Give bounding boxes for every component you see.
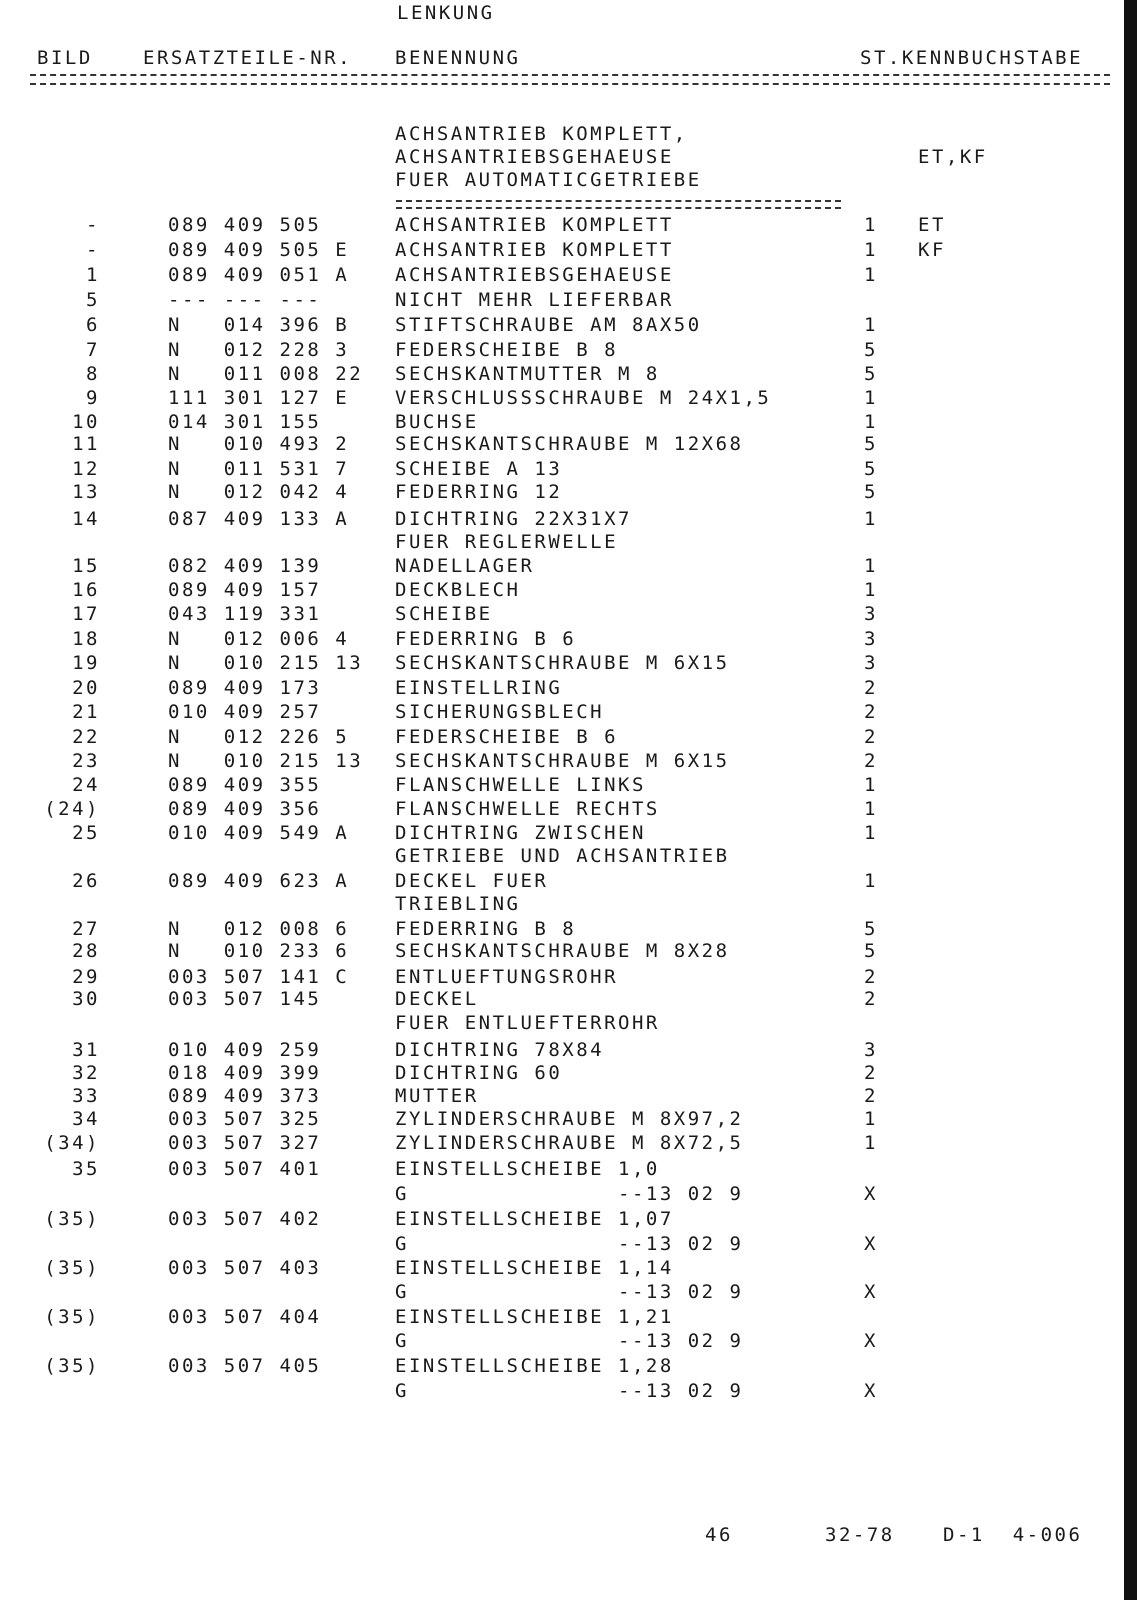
row-quantity: 5 bbox=[864, 458, 878, 480]
row-description: FEDERRING B 6 bbox=[395, 628, 577, 650]
row-part-number: N 010 233 6 bbox=[168, 940, 350, 962]
group-title-code: ET,KF bbox=[918, 146, 988, 168]
row-description: FLANSCHWELLE LINKS bbox=[395, 774, 646, 796]
row-description: NICHT MEHR LIEFERBAR bbox=[395, 289, 674, 311]
row-description: VERSCHLUSSSCHRAUBE M 24X1,5 bbox=[395, 387, 772, 409]
row-quantity: 1 bbox=[864, 579, 878, 601]
row-part-number: 089 409 505 bbox=[168, 214, 322, 236]
row-quantity: 3 bbox=[864, 628, 878, 650]
row-part-number: N 011 008 22 bbox=[168, 363, 364, 385]
row-bild: (24) bbox=[44, 798, 100, 820]
row-bild: 24 bbox=[72, 774, 100, 796]
row-description: DICHTRING 60 bbox=[395, 1062, 563, 1084]
row-part-number: 089 409 505 E bbox=[168, 239, 350, 261]
row-part-number: 003 507 403 bbox=[168, 1257, 322, 1279]
row-description: FLANSCHWELLE RECHTS bbox=[395, 798, 660, 820]
row-quantity: 1 bbox=[864, 1132, 878, 1154]
column-header-st-kenn: ST.KENNBUCHSTABE bbox=[860, 47, 1084, 69]
row-bild: 11 bbox=[72, 433, 100, 455]
row-bild: 31 bbox=[72, 1039, 100, 1061]
row-description: DECKEL bbox=[395, 988, 479, 1010]
row-description: G --13 02 9 bbox=[395, 1330, 744, 1352]
row-bild: 34 bbox=[72, 1108, 100, 1130]
row-quantity: 2 bbox=[864, 726, 878, 748]
row-bild: (35) bbox=[44, 1306, 100, 1328]
column-header-benennung: BENENNUNG bbox=[395, 47, 521, 69]
row-bild: 32 bbox=[72, 1062, 100, 1084]
row-bild: 18 bbox=[72, 628, 100, 650]
section-title: LENKUNG bbox=[397, 2, 495, 24]
row-code: KF bbox=[918, 239, 946, 261]
row-description: NADELLAGER bbox=[395, 555, 535, 577]
group-title-line3: FUER AUTOMATICGETRIEBE bbox=[395, 169, 702, 191]
row-quantity: 1 bbox=[864, 555, 878, 577]
row-part-number: N 010 215 13 bbox=[168, 750, 364, 772]
row-bild: 25 bbox=[72, 822, 100, 844]
row-part-number: N 010 493 2 bbox=[168, 433, 350, 455]
row-bild: 35 bbox=[72, 1158, 100, 1180]
row-bild: 19 bbox=[72, 652, 100, 674]
row-bild: 30 bbox=[72, 988, 100, 1010]
row-quantity: 5 bbox=[864, 481, 878, 503]
row-quantity: 1 bbox=[864, 798, 878, 820]
row-quantity: 2 bbox=[864, 966, 878, 988]
row-description: DICHTRING 78X84 bbox=[395, 1039, 605, 1061]
row-quantity: 3 bbox=[864, 1039, 878, 1061]
row-bild: - bbox=[86, 214, 100, 236]
row-quantity: 1 bbox=[864, 508, 878, 530]
row-part-number: N 011 531 7 bbox=[168, 458, 350, 480]
row-bild: 33 bbox=[72, 1085, 100, 1107]
row-description: DICHTRING ZWISCHEN bbox=[395, 822, 646, 844]
row-quantity: X bbox=[864, 1380, 878, 1402]
row-part-number: N 012 042 4 bbox=[168, 481, 350, 503]
row-bild: 16 bbox=[72, 579, 100, 601]
row-part-number: 111 301 127 E bbox=[168, 387, 350, 409]
row-description: ACHSANTRIEBSGEHAEUSE bbox=[395, 264, 674, 286]
row-description: DECKBLECH bbox=[395, 579, 521, 601]
row-quantity: 5 bbox=[864, 918, 878, 940]
column-header-ersatzteile: ERSATZTEILE-NR. bbox=[143, 47, 353, 69]
row-bild: 14 bbox=[72, 508, 100, 530]
row-description: EINSTELLSCHEIBE 1,07 bbox=[395, 1208, 674, 1230]
row-description: DECKEL FUER bbox=[395, 870, 549, 892]
row-quantity: 2 bbox=[864, 1062, 878, 1084]
row-bild: 20 bbox=[72, 677, 100, 699]
row-part-number: 010 409 259 bbox=[168, 1039, 322, 1061]
row-description: G --13 02 9 bbox=[395, 1380, 744, 1402]
row-bild: 12 bbox=[72, 458, 100, 480]
row-part-number: 089 409 355 bbox=[168, 774, 322, 796]
row-quantity: 1 bbox=[864, 822, 878, 844]
row-description: SECHSKANTSCHRAUBE M 8X28 bbox=[395, 940, 730, 962]
row-quantity: 3 bbox=[864, 603, 878, 625]
row-bild: 22 bbox=[72, 726, 100, 748]
row-description: SECHSKANTSCHRAUBE M 6X15 bbox=[395, 750, 730, 772]
row-quantity: 2 bbox=[864, 988, 878, 1010]
row-quantity: 1 bbox=[864, 214, 878, 236]
row-description: TRIEBLING bbox=[395, 893, 521, 915]
row-part-number: 089 409 157 bbox=[168, 579, 322, 601]
group-title-line2: ACHSANTRIEBSGEHAEUSE bbox=[395, 146, 674, 168]
row-quantity: 1 bbox=[864, 264, 878, 286]
row-description: G --13 02 9 bbox=[395, 1183, 744, 1205]
row-bild: (35) bbox=[44, 1257, 100, 1279]
row-bild: 13 bbox=[72, 481, 100, 503]
row-quantity: 1 bbox=[864, 1108, 878, 1130]
row-bild: 29 bbox=[72, 966, 100, 988]
row-quantity: X bbox=[864, 1183, 878, 1205]
row-description: BUCHSE bbox=[395, 411, 479, 433]
row-quantity: X bbox=[864, 1233, 878, 1255]
row-bild: 21 bbox=[72, 701, 100, 723]
row-bild: 6 bbox=[86, 314, 100, 336]
row-part-number: N 012 228 3 bbox=[168, 339, 350, 361]
row-quantity: 1 bbox=[864, 314, 878, 336]
row-bild: 23 bbox=[72, 750, 100, 772]
row-quantity: 1 bbox=[864, 774, 878, 796]
row-description: SECHSKANTSCHRAUBE M 12X68 bbox=[395, 433, 744, 455]
row-quantity: 5 bbox=[864, 363, 878, 385]
row-part-number: 043 119 331 bbox=[168, 603, 322, 625]
row-bild: - bbox=[86, 239, 100, 261]
row-description: FUER REGLERWELLE bbox=[395, 531, 619, 553]
row-description: SCHEIBE bbox=[395, 603, 493, 625]
row-quantity: 5 bbox=[864, 339, 878, 361]
row-quantity: X bbox=[864, 1330, 878, 1352]
scan-edge bbox=[1124, 0, 1137, 1600]
row-part-number: 089 409 623 A bbox=[168, 870, 350, 892]
row-description: FEDERRING B 8 bbox=[395, 918, 577, 940]
row-quantity: 2 bbox=[864, 750, 878, 772]
row-bild: 7 bbox=[86, 339, 100, 361]
group-title-line1: ACHSANTRIEB KOMPLETT, bbox=[395, 123, 688, 145]
row-description: EINSTELLSCHEIBE 1,28 bbox=[395, 1355, 674, 1377]
row-part-number: 003 507 325 bbox=[168, 1108, 322, 1130]
row-bild: 9 bbox=[86, 387, 100, 409]
row-description: EINSTELLSCHEIBE 1,0 bbox=[395, 1158, 660, 1180]
row-part-number: 003 507 404 bbox=[168, 1306, 322, 1328]
row-description: ACHSANTRIEB KOMPLETT bbox=[395, 239, 674, 261]
row-quantity: 2 bbox=[864, 1085, 878, 1107]
row-quantity: 5 bbox=[864, 433, 878, 455]
row-quantity: 1 bbox=[864, 387, 878, 409]
row-quantity: X bbox=[864, 1281, 878, 1303]
row-quantity: 2 bbox=[864, 677, 878, 699]
row-part-number: N 014 396 B bbox=[168, 314, 350, 336]
row-part-number: 087 409 133 A bbox=[168, 508, 350, 530]
footer-page-number: 46 bbox=[705, 1524, 733, 1546]
row-description: FEDERSCHEIBE B 8 bbox=[395, 339, 619, 361]
column-header-bild: BILD bbox=[37, 47, 93, 69]
row-part-number: 003 507 327 bbox=[168, 1132, 322, 1154]
row-bild: 17 bbox=[72, 603, 100, 625]
row-part-number: 003 507 405 bbox=[168, 1355, 322, 1377]
row-part-number: 014 301 155 bbox=[168, 411, 322, 433]
row-description: ENTLUEFTUNGSROHR bbox=[395, 966, 619, 988]
row-description: STIFTSCHRAUBE AM 8AX50 bbox=[395, 314, 702, 336]
row-description: FEDERSCHEIBE B 6 bbox=[395, 726, 619, 748]
row-description: G --13 02 9 bbox=[395, 1281, 744, 1303]
row-bild: 5 bbox=[86, 289, 100, 311]
row-description: DICHTRING 22X31X7 bbox=[395, 508, 632, 530]
row-bild: 26 bbox=[72, 870, 100, 892]
row-part-number: 082 409 139 bbox=[168, 555, 322, 577]
footer-date-code: 32-78 bbox=[825, 1524, 895, 1546]
row-quantity: 2 bbox=[864, 701, 878, 723]
row-bild: (35) bbox=[44, 1208, 100, 1230]
row-part-number: 089 409 173 bbox=[168, 677, 322, 699]
row-description: FEDERRING 12 bbox=[395, 481, 563, 503]
row-bild: 27 bbox=[72, 918, 100, 940]
row-code: ET bbox=[918, 214, 946, 236]
row-part-number: 089 409 356 bbox=[168, 798, 322, 820]
row-part-number: N 010 215 13 bbox=[168, 652, 364, 674]
row-bild: 8 bbox=[86, 363, 100, 385]
row-description: EINSTELLRING bbox=[395, 677, 563, 699]
row-quantity: 1 bbox=[864, 411, 878, 433]
row-bild: 15 bbox=[72, 555, 100, 577]
row-quantity: 5 bbox=[864, 940, 878, 962]
row-description: SICHERUNGSBLECH bbox=[395, 701, 605, 723]
row-bild: (34) bbox=[44, 1132, 100, 1154]
row-description: GETRIEBE UND ACHSANTRIEB bbox=[395, 845, 730, 867]
row-description: ZYLINDERSCHRAUBE M 8X97,2 bbox=[395, 1108, 744, 1130]
row-part-number: 010 409 257 bbox=[168, 701, 322, 723]
row-part-number: N 012 226 5 bbox=[168, 726, 350, 748]
footer-reference: D-1 4-006 bbox=[943, 1524, 1083, 1546]
row-description: G --13 02 9 bbox=[395, 1233, 744, 1255]
row-part-number: 089 409 051 A bbox=[168, 264, 350, 286]
row-part-number: 018 409 399 bbox=[168, 1062, 322, 1084]
row-description: EINSTELLSCHEIBE 1,14 bbox=[395, 1257, 674, 1279]
row-description: SECHSKANTMUTTER M 8 bbox=[395, 363, 660, 385]
row-description: ZYLINDERSCHRAUBE M 8X72,5 bbox=[395, 1132, 744, 1154]
header-rule bbox=[30, 74, 1110, 85]
row-quantity: 1 bbox=[864, 870, 878, 892]
row-part-number: 010 409 549 A bbox=[168, 822, 350, 844]
row-description: MUTTER bbox=[395, 1085, 479, 1107]
row-part-number: N 012 008 6 bbox=[168, 918, 350, 940]
row-quantity: 3 bbox=[864, 652, 878, 674]
group-rule bbox=[396, 200, 841, 209]
row-part-number: 003 507 402 bbox=[168, 1208, 322, 1230]
row-part-number: 089 409 373 bbox=[168, 1085, 322, 1107]
row-description: ACHSANTRIEB KOMPLETT bbox=[395, 214, 674, 236]
row-description: EINSTELLSCHEIBE 1,21 bbox=[395, 1306, 674, 1328]
row-part-number: --- --- --- bbox=[168, 289, 322, 311]
row-part-number: N 012 006 4 bbox=[168, 628, 350, 650]
row-quantity: 1 bbox=[864, 239, 878, 261]
row-part-number: 003 507 145 bbox=[168, 988, 322, 1010]
row-bild: (35) bbox=[44, 1355, 100, 1377]
row-part-number: 003 507 141 C bbox=[168, 966, 350, 988]
row-bild: 10 bbox=[72, 411, 100, 433]
row-description: SECHSKANTSCHRAUBE M 6X15 bbox=[395, 652, 730, 674]
row-description: SCHEIBE A 13 bbox=[395, 458, 563, 480]
row-description: FUER ENTLUEFTERROHR bbox=[395, 1012, 660, 1034]
row-part-number: 003 507 401 bbox=[168, 1158, 322, 1180]
row-bild: 1 bbox=[86, 264, 100, 286]
row-bild: 28 bbox=[72, 940, 100, 962]
